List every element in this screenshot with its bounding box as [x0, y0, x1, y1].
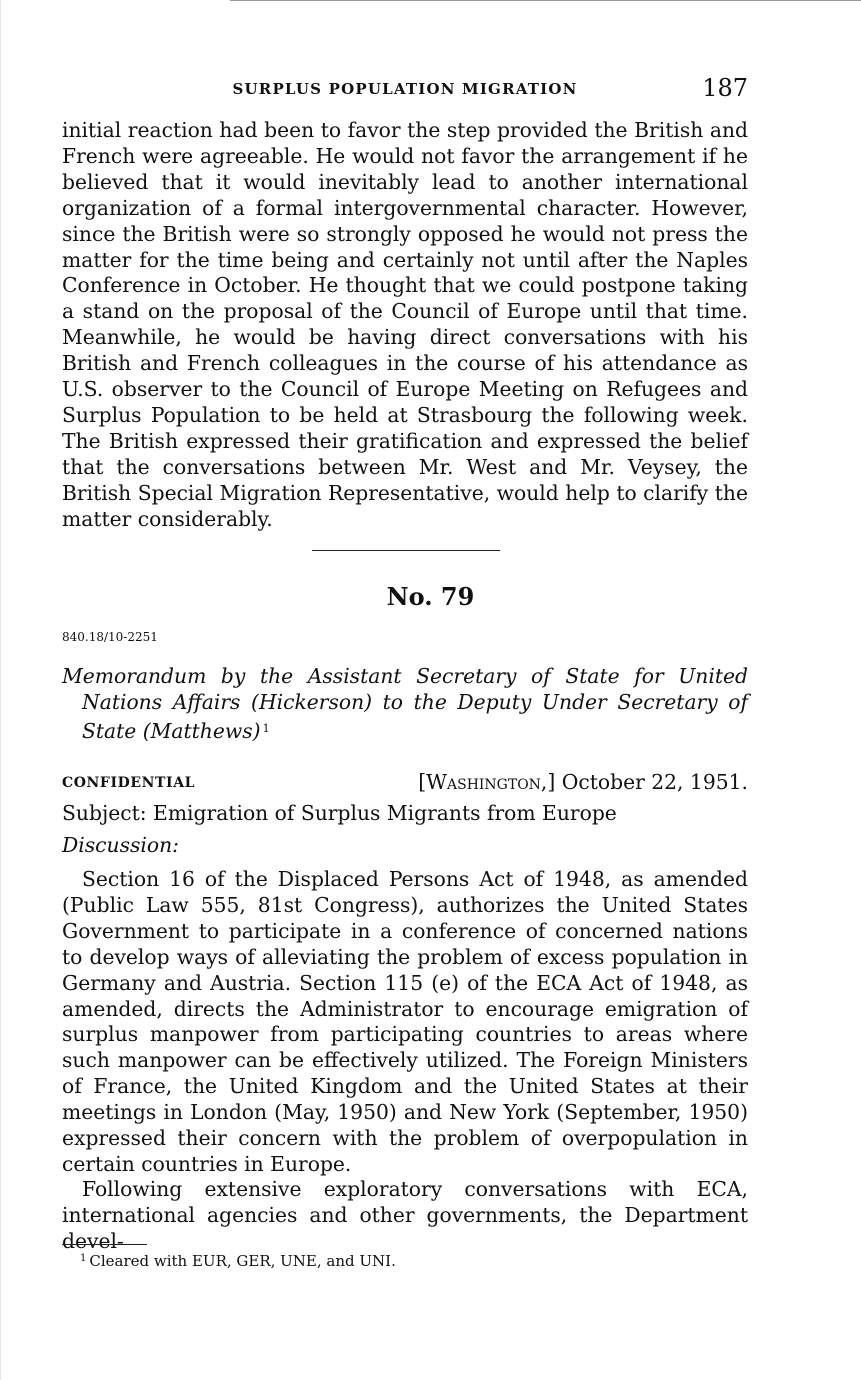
top-edge-rule [230, 0, 861, 1]
dateline-date: October 22, 1951. [561, 770, 748, 794]
footnote-text: Cleared with EUR, GER, UNE, and UNI. [89, 1252, 396, 1270]
dateline-place: [Washington,] [418, 770, 556, 794]
section-divider [312, 550, 500, 551]
discussion-paragraph: Section 16 of the Displaced Persons Act of 1948, as amended (Public Law 555, 81st Congress), authorizes the United States Government to participate in a conference of concerned nations to develop ways of alleviating the problem of excess population in Germany and Austria. Section 115 (e) of the ECA Act of 1948, as amended, directs the Administrator to encourage emigration of surplus manpower from participating countries to areas where such manpower can be effectively utilized. The Foreign Ministers of France, the United Kingdom and the United States at their meetings in London (May, 1950) and New York (September, 1950) expressed their concern with the problem of overpopulation in certain countries in Europe. [62, 867, 748, 1176]
title-footnote-mark: 1 [262, 721, 270, 735]
page-edge [0, 0, 1, 1380]
memo-title-text: Memorandum by the Assistant Secretary of State for United Nations Affairs (Hickerson) to the Deputy Under Secretary of State (Matthews) [62, 664, 748, 743]
following-paragraph: Following extensive exploratory conversations with ECA, international agencies and other governments, the Department devel- [62, 1177, 748, 1253]
subject-line: Subject: Emigration of Surplus Migrants from Europe [62, 801, 617, 825]
dateline [418, 770, 748, 794]
classification: CONFIDENTIAL [62, 775, 196, 791]
classification-line [62, 770, 748, 800]
file-number: 840.18/10-2251 [62, 630, 158, 644]
continuation-paragraph: initial reaction had been to favor the step provided the British and French were agreeable. He would not favor the arrangement if he believed that it would inevitably lead to another international organization of a formal intergovernmental character. However, since the British were so strongly opposed he would not press the matter for the time being and certainly not until after the Naples Conference in October. He thought that we could postpone taking a stand on the proposal of the Council of Europe until that time. Meanwhile, he would be having direct conversations with his British and French colleagues in the course of his attendance as U.S. observer to the Council of Europe Meeting on Refugees and Surplus Population to be held at Strasbourg the following week. The British expressed their gratification and expressed the belief that the conversations between Mr. West and Mr. Veysey, the British Special Migration Representative, would help to clarify the matter considerably. [62, 118, 748, 531]
memo-title [62, 664, 748, 745]
footnote [80, 1252, 396, 1270]
footnote-mark: 1 [80, 1253, 87, 1264]
running-head: SURPLUS POPULATION MIGRATION [232, 80, 578, 98]
page-header [62, 74, 748, 104]
page-number: 187 [702, 74, 748, 102]
document-number: No. 79 [386, 582, 475, 611]
discussion-label: Discussion: [62, 833, 179, 857]
footnote-rule [62, 1244, 147, 1245]
